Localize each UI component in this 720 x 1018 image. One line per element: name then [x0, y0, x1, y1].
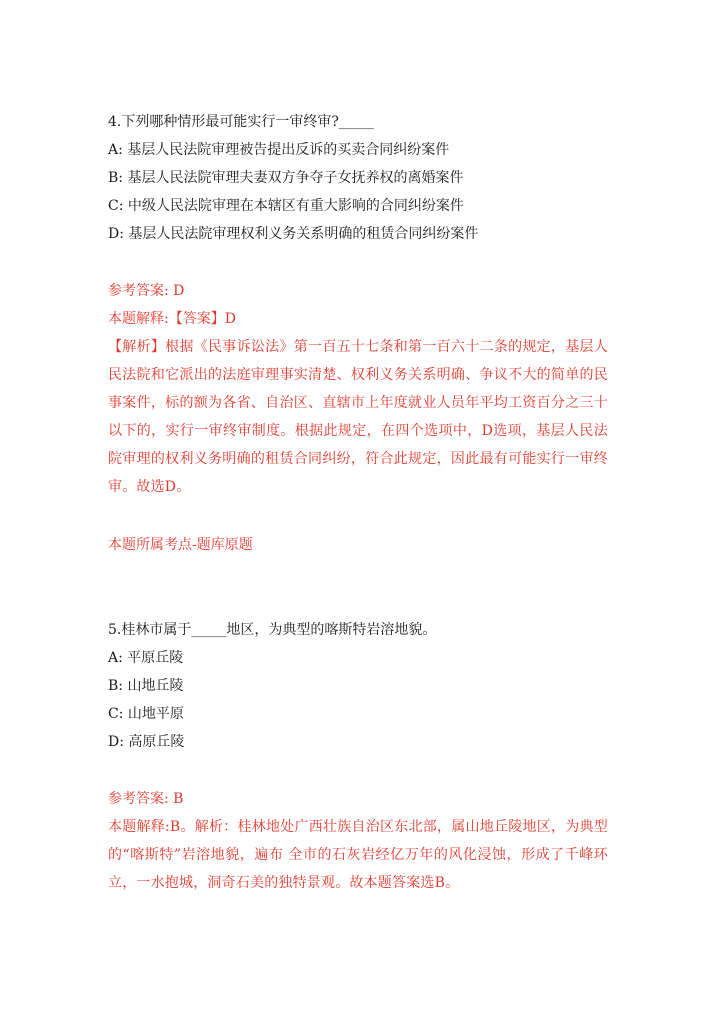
- question-4-explanation-body: 【解析】根据《民事诉讼法》第一百五十七条和第一百六十二条的规定，基层人民法院和它派出的法庭审理事实清楚、权利义务关系明确、争议不大的简单的民事案件，标的额为各省、自治区、直辖市上年度就业人员年平均工资百分之三十以下的，实行一审终审制度。根据此规定，在四个选项中，D选项，基层人民法院审理的权利义务明确的租赁合同纠纷，符合此规定，因此最有可能实行一审终审。故选D。: [108, 339, 608, 495]
- question-5-option-a: A: 平原丘陵: [108, 650, 184, 666]
- question-4-answer: 参考答案: D: [108, 283, 185, 299]
- question-5-explanation: 本题解释:B。解析：桂林地处广西壮族自治区东北部，属山地丘陵地区，为典型的“喀斯特”岩溶地貌，遍布 全市的石灰岩经亿万年的风化浸蚀，形成了千峰环立，一水抱城，洞奇石美的独特景观。故本题答案选B。: [108, 819, 608, 891]
- question-4-explanation-head: 本题解释:【答案】D: [108, 311, 236, 327]
- question-5-option-c: C: 山地平原: [108, 706, 184, 722]
- question-4-option-a: A: 基层人民法院审理被告提出反诉的买卖合同纠纷案件: [108, 142, 450, 158]
- question-5-option-d: D: 高原丘陵: [108, 734, 185, 750]
- question-4-option-c: C: 中级人民法院审理在本辖区有重大影响的合同纠纷案件: [108, 198, 464, 214]
- question-4-topic: 本题所属考点-题库原题: [108, 537, 253, 553]
- question-5-option-b: B: 山地丘陵: [108, 678, 184, 694]
- question-4-option-b: B: 基层人民法院审理夫妻双方争夺子女抚养权的离婚案件: [108, 170, 464, 186]
- question-5-answer: 参考答案: B: [108, 791, 184, 807]
- question-4-option-d: D: 基层人民法院审理权利义务关系明确的租赁合同纠纷案件: [108, 226, 479, 242]
- question-4-text: 4.下列哪种情形最可能实行一审终审?_____: [108, 114, 374, 130]
- question-5-text: 5.桂林市属于_____地区，为典型的喀斯特岩溶地貌。: [108, 622, 437, 638]
